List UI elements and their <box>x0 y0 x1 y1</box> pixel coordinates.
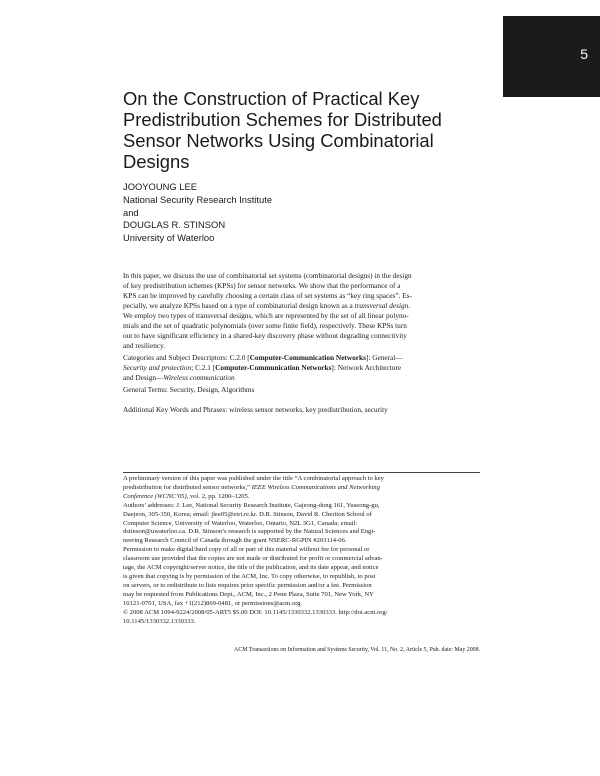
footnote: A preliminary version of this paper was published under the title “A combinatorial approach to key predistribution for distributed sensor networks,” IEEE Wireless Communications and Networking Conference (WCNC’05), vol. 2, pp. 1200–1205. Authors’ addresses: J. Lee, National Security Research Institute, Gajeong-dong 161, Yuseong-gu, Daejeon, 305-350, Korea; email: jlee05@etri.re.kr. D.R. Stinson, David R. Cheriton School of Computer Science, University of Waterloo, Waterloo, Ontario, N2L 3G1, Canada; email: dstinson@uwaterloo.ca. D.R. Stinson’s research is supported by the Natural Sciences and Engi- neering Research Council of Canada through the grant NSERC-RGPIN #203114-06. Permission to make digital/hard copy of all or part of this material without fee for personal or classroom use provided that the copies are not made or distributed for profit or commercial advan- tage, the ACM copyright/server notice, the title of the publication, and its date appear, and notice is given that copying is by permission of the ACM, Inc. To copy otherwise, to republish, to post on servers, or to redistribute to lists requires prior specific permission and/or a fee. Permission may be requested from Publications Dept., ACM, Inc., 2 Penn Plaza, Suite 701, New York, NY 10121-0701, USA, fax +1(212)869-0481, or permissions@acm.org. © 2008 ACM 1094-9224/2008/05-ART5 $5.00 DOI: 10.1145/1330332.1330333. http://doi.acm.org/ 10.1145/1330332.1330333. <box>123 475 388 625</box>
paper-title <box>123 88 483 172</box>
journal-footer: ACM Transactions on Information and Systems Security, Vol. 11, No. 2, Article 5, Pub. date: May 2008. <box>234 647 480 653</box>
abstract-line: mials and the set of quadratic polynomials (over some finite field), respectively. These KPSs turn <box>123 321 407 330</box>
author-block <box>123 181 272 245</box>
abstract-line: of key predistribution schemes (KPSs) for sensor networks. We show that the performance of a <box>123 281 401 290</box>
author-affiliation: University of Waterloo <box>123 232 215 244</box>
categories-descriptors: Categories and Subject Descriptors: C.2.0 [Computer-Communication Networks]: General— Security and protection; C.2.1 [Computer-Communication Networks]: Network Architecture and Design—Wireless communication <box>123 353 403 382</box>
footnote-divider <box>123 472 480 473</box>
abstract <box>123 271 480 351</box>
abstract-line: out to have significant efficiency in a shared-key discovery phase without degrading connectivity <box>123 331 407 340</box>
author-name: JOOYOUNG LEE <box>123 181 197 192</box>
abstract-line: KPS can be improved by carefully choosing a certain class of set systems as “key ring spaces”. Es- <box>123 291 412 300</box>
transversal-design-term: transversal design <box>354 301 409 310</box>
abstract-line: We employ two types of transversal designs, which are represented by the set of all linear polyno- <box>123 311 409 320</box>
abstract-line: pecially, we analyze KPSs based on a type of combinatorial design known as a transversal design. <box>123 301 411 310</box>
title-line: Predistribution Schemes for Distributed <box>123 109 442 130</box>
article-number-tab <box>503 16 600 97</box>
article-number: 5 <box>580 46 588 62</box>
abstract-line: In this paper, we discuss the use of combinatorial set systems (combinatorial designs) in the design <box>123 271 412 280</box>
abstract-line: and resiliency. <box>123 341 166 350</box>
title-line: On the Construction of Practical Key <box>123 88 420 109</box>
author-conjunction: and <box>123 206 139 218</box>
general-terms: General Terms: Security, Design, Algorithms <box>123 385 255 394</box>
title-line: Designs <box>123 151 190 172</box>
additional-keywords: Additional Key Words and Phrases: wireless sensor networks, key predistribution, security <box>123 405 388 414</box>
author-affiliation: National Security Research Institute <box>123 193 273 205</box>
author-name: DOUGLAS R. STINSON <box>123 219 226 231</box>
title-line: Sensor Networks Using Combinatorial <box>123 130 434 151</box>
